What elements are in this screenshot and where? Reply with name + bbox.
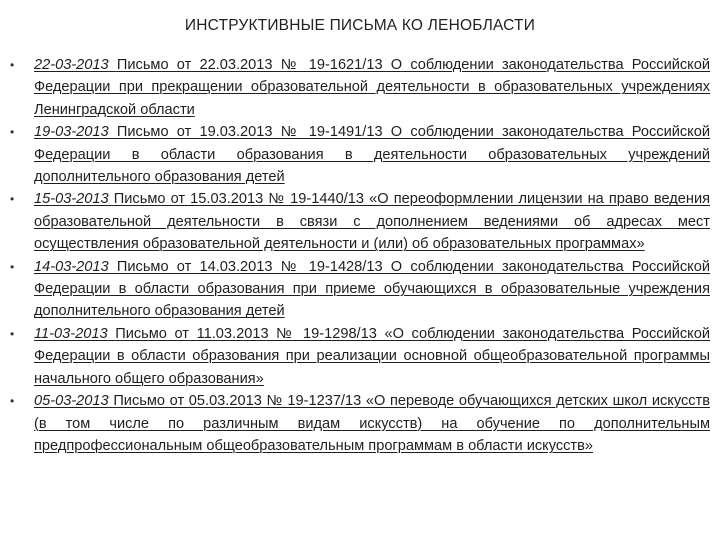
bullet-icon: • <box>10 259 15 274</box>
list-item-1[interactable] <box>10 54 710 121</box>
letter-date: 22-03-2013 <box>34 57 109 73</box>
letter-date: 19-03-2013 <box>34 124 109 141</box>
bullet-icon: • <box>10 125 15 140</box>
bullet-icon: • <box>10 192 15 207</box>
letter-link[interactable]: Письмо от 22.03.2013 № 19-1621/13 О соблюдении законодательства Российской Федерации при прекращении образовательной деятельности в образовательных учреждениях Ленинградской области <box>34 57 710 118</box>
list-item-3[interactable] <box>10 188 710 255</box>
letters-list <box>10 54 710 457</box>
letter-date: 11-03-2013 <box>34 325 108 342</box>
list-item-2[interactable] <box>10 121 710 188</box>
list-item-5[interactable] <box>10 323 710 390</box>
letter-link[interactable]: Письмо от 11.03.2013 № 19-1298/13 «О соблюдении законодательства Российской Федерации в области образования при реализации основной общеобразовательной программы начального общего образования» <box>34 325 711 387</box>
letter-link[interactable]: Письмо от 14.03.2013 № 19-1428/13 О соблюдении законодательства Российской Федерации в области образования при приеме обучающихся в образовательные учреждения дополнительного образования детей <box>34 258 710 320</box>
bullet-icon: • <box>10 326 15 341</box>
letter-link[interactable]: Письмо от 05.03.2013 № 19-1237/13 «О переводе обучающихся детских школ искусств (в том числе по различным видам искусств) на обучение по дополнительным предпрофессиональным общеобразовательным программам в области искусств» <box>34 393 710 454</box>
letter-date: 14-03-2013 <box>34 258 109 275</box>
letter-link[interactable]: Письмо от 15.03.2013 № 19-1440/13 «О переоформлении лицензии на право ведения образовательной деятельности в связи с дополнением ведениями об адресах мест осуществления образовательной деятельности и (или) об образовательных программах» <box>34 191 710 253</box>
page-title: ИНСТРУКТИВНЫЕ ПИСЬМА КО ЛЕНОБЛАСТИ <box>184 17 536 34</box>
bullet-icon: • <box>10 394 15 409</box>
list-item-6[interactable] <box>10 390 710 457</box>
list-item-4[interactable] <box>10 256 710 323</box>
bullet-icon: • <box>10 58 15 72</box>
letter-date: 05-03-2013 <box>34 393 109 410</box>
letter-link[interactable]: Письмо от 19.03.2013 № 19-1491/13 О соблюдении законодательства Российской Федерации в области образования в деятельности образовательных учреждений дополнительного образования детей <box>34 124 710 186</box>
letter-date: 15-03-2013 <box>34 191 109 208</box>
